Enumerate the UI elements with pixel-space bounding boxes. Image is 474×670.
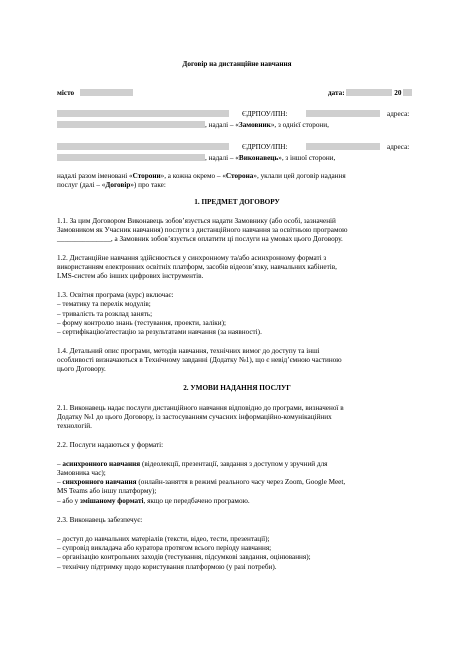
party1-name-field[interactable]: [57, 110, 229, 119]
p23-line-3: – організацію контрольних заходів (тестування, підсумкові завдання, оцінювання);: [57, 553, 311, 561]
p23-heading: 2.3. Виконавець забезпечує:: [57, 516, 143, 524]
city-label: місто: [57, 89, 75, 97]
party1-role: Замовник: [238, 121, 271, 129]
p13-line-3: – тривалість та розклад занять;: [57, 310, 153, 318]
p12-line-1: 1.2. Дистанційне навчання здійснюється у синхронному та/або асинхронному форматі з: [57, 254, 327, 262]
party1-address-field[interactable]: [57, 121, 205, 128]
p21-line-1: 2.1. Виконавець надає послуги дистанційного навчання відповідно до програми, визначеної в: [57, 404, 344, 412]
p13-line-1: 1.3. Освітня програма (курс) включає:: [57, 291, 174, 299]
intro-line-2: послуг (далі – «Договір») про таке:: [57, 181, 166, 189]
date-year-field[interactable]: [403, 89, 412, 96]
p13-line-2: – тематику та перелік модулів;: [57, 300, 151, 308]
date-day-month-field[interactable]: [346, 89, 392, 96]
p13-line-4: – форму контролю знань (тестування, проекти, заліки);: [57, 319, 227, 327]
date-field[interactable]: [328, 89, 412, 98]
p11-line-3: _______________, а Замовник зобов’язується оплатити ці послуги на умовах цього Договору.: [57, 235, 343, 243]
p12-line-3: LMS-систем або інших цифрових інструментів.: [57, 272, 204, 280]
p11-line-1: 1.1. За цим Договором Виконавець зобов’язується надати Замовнику (або особі, зазначеній: [57, 217, 336, 225]
p21-line-2: Додатку №1 до цього Договору, із застосуванням сучасних інформаційно-комунікаційних: [57, 413, 332, 421]
date-label: дата:: [328, 89, 345, 97]
party1-role-line: , надалі – «Замовник», з однієї сторони,: [57, 121, 329, 130]
party2-role: Виконавець: [238, 154, 279, 162]
p23-line-4: – технічну підтримку щодо користування платформою (у разі потреби).: [57, 563, 277, 571]
party2-edrpou-field[interactable]: [306, 143, 380, 152]
p21-line-3: технологій.: [57, 422, 92, 430]
city-field[interactable]: [80, 89, 133, 98]
party2-name-field[interactable]: [57, 143, 229, 152]
p22-mixed-line: – або у змішаному форматі, якщо це передбачено програмою.: [57, 497, 250, 505]
party1-edrpou-label: ЄДРПОУ/ІПН:: [242, 110, 288, 118]
p22-heading: 2.2. Послуги надаються у форматі:: [57, 441, 164, 449]
p22-async-line-1: – асинхронного навчання (відеолекції, презентації, завдання з доступом у зручний для: [57, 460, 328, 468]
party1-address-label: адреса:: [387, 110, 410, 118]
p11-line-2: Замовником як Учасник навчання) послуги з дистанційного навчання за освітньою програмою: [57, 226, 348, 234]
party2-edrpou-label: ЄДРПОУ/ІПН:: [242, 143, 288, 151]
section-2-heading: 2. УМОВИ НАДАННЯ ПОСЛУГ: [183, 384, 291, 392]
party2-address-label: адреса:: [387, 143, 410, 151]
p14-line-2: особливості визначаються в Технічному завданні (Додатку №1), що є невід’ємною частиною: [57, 356, 342, 364]
party1-edrpou-field[interactable]: [306, 110, 380, 119]
section-1-heading: 1. ПРЕДМЕТ ДОГОВОРУ: [194, 198, 280, 206]
p13-line-5: – сертифікацію/атестацію за результатами навчання (за наявності).: [57, 328, 262, 336]
date-year: 20: [394, 89, 402, 97]
party2-address-field[interactable]: [57, 154, 205, 161]
p23-line-2: – супровід викладача або куратора протягом всього періоду навчання;: [57, 544, 272, 552]
p22-sync-line-1: – синхронного навчання (онлайн-заняття в режимі реального часу через Zoom, Google Meet,: [57, 478, 346, 486]
document-title: Договір на дистанційне навчання: [182, 60, 292, 68]
p22-async-line-2: Замовника час);: [57, 469, 106, 477]
p12-line-2: використанням електронних освітніх платформ, засобів відеозв’язку, навчальних кабінетів,: [57, 263, 337, 271]
p14-line-1: 1.4. Детальний опис програми, методів навчання, технічних вимог до доступу та інші: [57, 347, 320, 355]
party2-role-line: , надалі – «Виконавець», з іншої сторони,: [57, 154, 335, 163]
intro-line-1: надалі разом іменовані «Сторони», а кожна окремо – «Сторона», уклали цей договір надання: [57, 172, 346, 180]
p23-line-1: – доступ до навчальних матеріалів (тексти, відео, тести, презентації);: [57, 535, 270, 543]
p14-line-3: цього Договору.: [57, 365, 106, 373]
p22-sync-line-2: MS Teams або іншу платформу);: [57, 487, 157, 495]
